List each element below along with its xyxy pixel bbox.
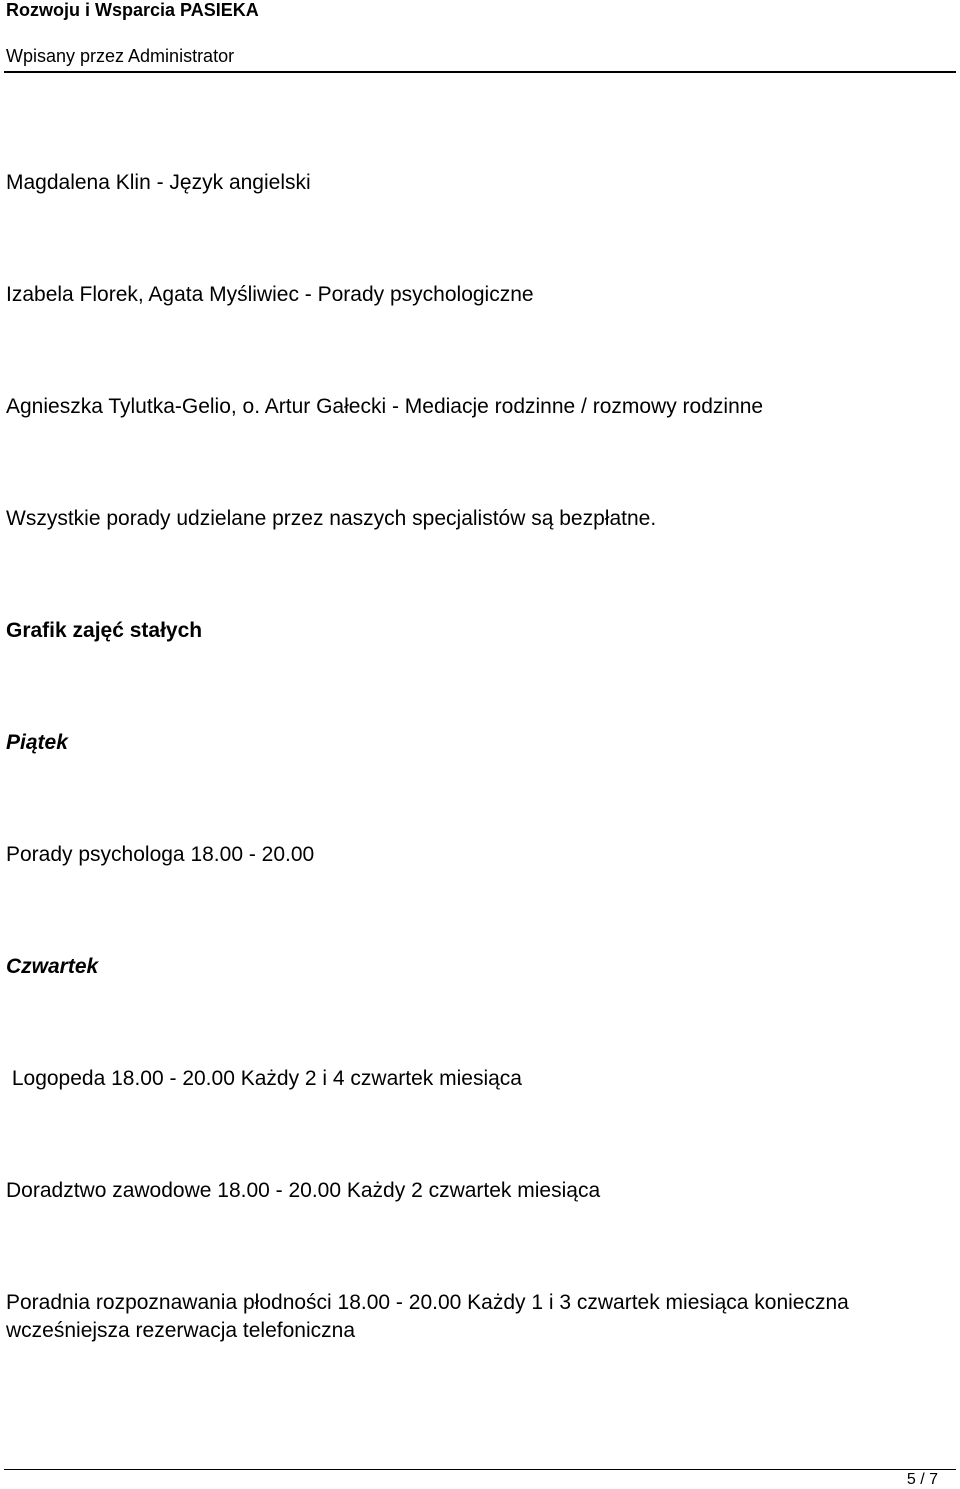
specialist-line: Agnieszka Tylutka-Gelio, o. Artur Gałecki - Mediacje rodzinne / rozmowy rodzinne [6,395,764,418]
day-heading-friday: Piątek [6,731,68,754]
schedule-heading: Grafik zajęć stałych [6,619,203,642]
specialist-line: Izabela Florek, Agata Myśliwiec - Porady psychologiczne [6,283,534,306]
footer-divider [4,1469,956,1470]
page-header-title: Rozwoju i Wsparcia PASIEKA [6,0,259,20]
day-heading-thursday: Czwartek [6,955,99,978]
schedule-item: Porady psychologa 18.00 - 20.00 [6,843,315,866]
specialist-line: Magdalena Klin - Język angielski [6,171,311,194]
free-advice-note: Wszystkie porady udzielane przez naszych specjalistów są bezpłatne. [6,507,657,530]
page-number: 5 / 7 [906,1471,938,1488]
schedule-item: Logopeda 18.00 - 20.00 Każdy 2 i 4 czwartek miesiąca [6,1067,522,1090]
page-header-author: Wpisany przez Administrator [6,46,235,66]
header-divider [4,71,956,73]
schedule-item: Poradnia rozpoznawania płodności 18.00 - 20.00 Każdy 1 i 3 czwartek miesiąca konieczna wcześniejsza rezerwacja telefoniczna [6,1291,849,1342]
schedule-item: Doradztwo zawodowe 18.00 - 20.00 Każdy 2 czwartek miesiąca [6,1179,601,1202]
